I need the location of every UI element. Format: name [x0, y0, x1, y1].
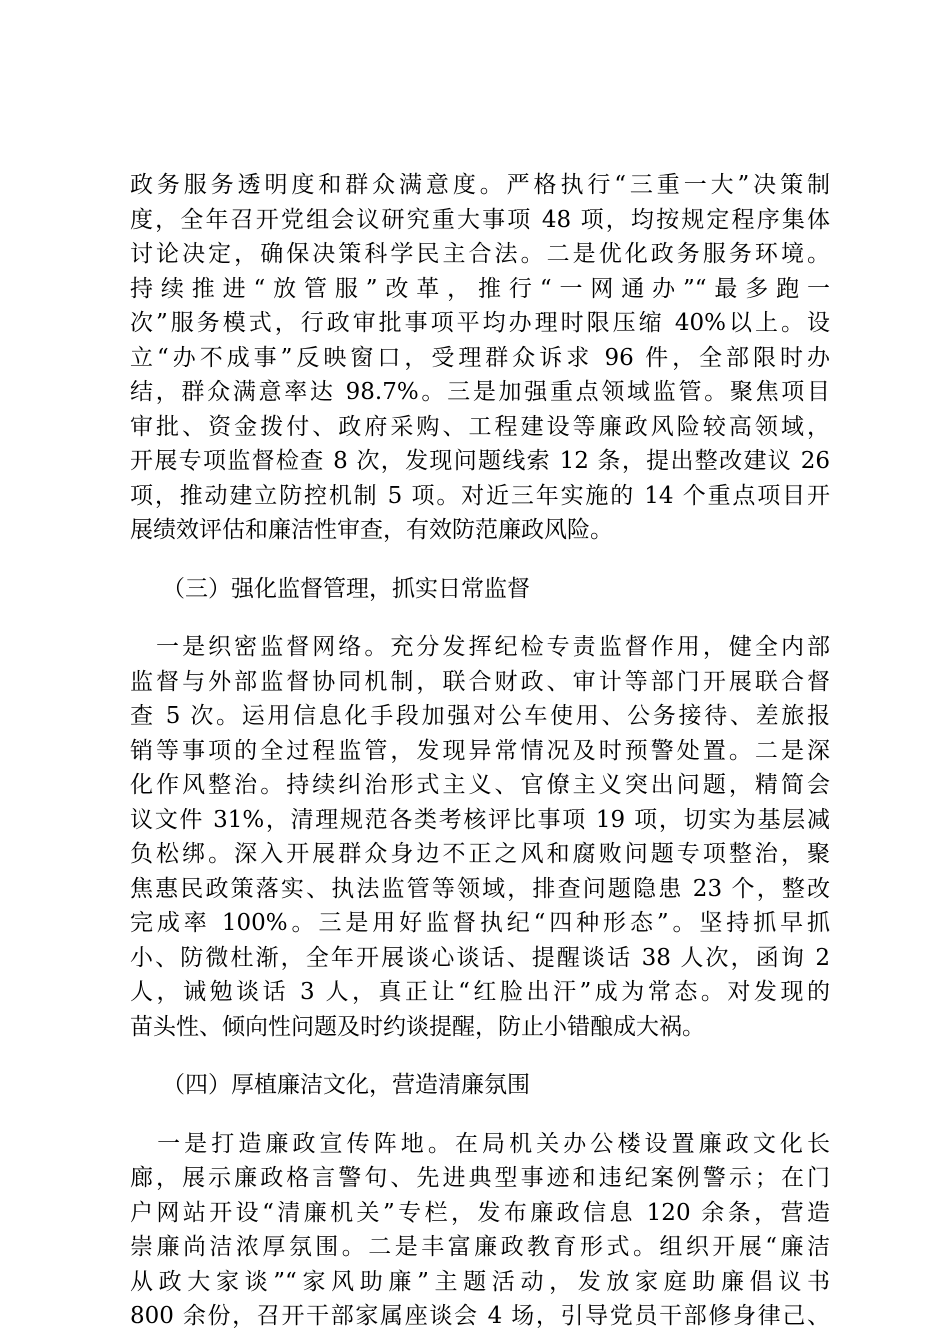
text-line: 小、防微杜渐，全年开展谈心谈话、提醒谈话 38 人次，函询 2: [130, 944, 830, 971]
text-line: 次”服务模式，行政审批事项平均办理时限压缩 40%以上。设: [130, 310, 830, 336]
text-line: 一是打造廉政宣传阵地。在局机关办公楼设置廉政文化长: [130, 1130, 830, 1157]
text-line: 负松绑。深入开展群众身边不正之风和腐败问题专项整治，聚: [130, 841, 830, 867]
section-heading: （三）强化监督管理，抓实日常监督: [162, 575, 530, 602]
text-line: 廊，展示廉政格言警句、先进典型事迹和违纪案例警示；在门: [130, 1165, 830, 1191]
text-line: 监督与外部监督协同机制，联合财政、审计等部门开展联合督: [130, 668, 830, 695]
text-line: 展绩效评估和廉洁性审查，有效防范廉政风险。: [130, 517, 613, 543]
text-line: 审批、资金拨付、政府采购、工程建设等廉政风险较高领域，: [130, 413, 830, 440]
text-line: 议文件 31%，清理规范各类考核评比事项 19 项，切实为基层减: [130, 806, 830, 833]
text-line: 苗头性、倾向性问题及时约谈提醒，防止小错酿成大祸。: [130, 1013, 705, 1040]
text-line: 从政大家谈”“家风助廉”主题活动，发放家庭助廉倡议书: [130, 1268, 830, 1295]
text-line: 政务服务透明度和群众满意度。严格执行“三重一大”决策制: [130, 172, 830, 198]
text-line: 人，诫勉谈话 3 人，真正让“红脸出汗”成为常态。对发现的: [130, 979, 830, 1005]
text-line: 一是织密监督网络。充分发挥纪检专责监督作用，健全内部: [130, 634, 830, 660]
text-line: 查 5 次。运用信息化手段加强对公车使用、公务接待、差旅报: [130, 703, 830, 729]
text-line: 销等事项的全过程监管，发现异常情况及时预警处置。二是深: [130, 737, 830, 764]
text-line: 开展专项监督检查 8 次，发现问题线索 12 条，提出整改建议 26: [130, 448, 830, 474]
text-line: 焦惠民政策落实、执法监管等领域，排查问题隐患 23 个，整改: [130, 875, 830, 902]
text-line: 户网站开设“清廉机关”专栏，发布廉政信息 120 余条，营造: [130, 1199, 830, 1226]
text-line: 持续推进“放管服”改革，推行“一网通办”“最多跑一: [130, 275, 830, 302]
text-line: 崇廉尚洁浓厚氛围。二是丰富廉政教育形式。组织开展“廉洁: [130, 1234, 830, 1260]
text-line: 完成率 100%。三是用好监督执纪“四种形态”。坚持抓早抓: [130, 910, 830, 936]
section-heading: （四）厚植廉洁文化，营造清廉氛围: [162, 1072, 530, 1098]
text-line: 度，全年召开党组会议研究重大事项 48 项，均按规定程序集体: [130, 206, 830, 233]
text-line: 讨论决定，确保决策科学民主合法。二是优化政务服务环境。: [130, 241, 830, 267]
text-line: 化作风整治。持续纠治形式主义、官僚主义突出问题，精简会: [130, 772, 830, 798]
text-line: 800 余份，召开干部家属座谈会 4 场，引导党员干部修身律己、: [130, 1303, 830, 1329]
text-line: 项，推动建立防控机制 5 项。对近三年实施的 14 个重点项目开: [130, 482, 830, 509]
text-line: 结，群众满意率达 98.7%。三是加强重点领域监管。聚焦项目: [130, 379, 830, 405]
text-line: 立“办不成事”反映窗口，受理群众诉求 96 件，全部限时办: [130, 344, 830, 371]
